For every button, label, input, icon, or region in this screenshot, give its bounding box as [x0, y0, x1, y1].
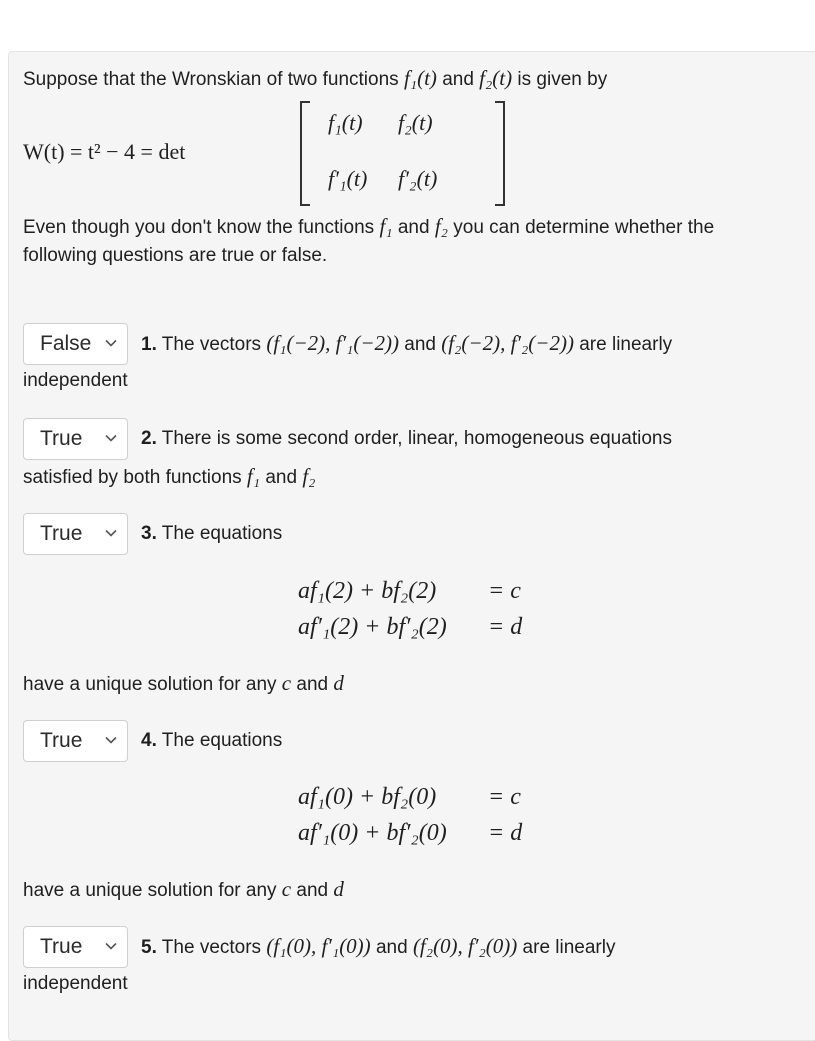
- question-text-after: have a unique solution for any: [23, 674, 277, 695]
- matrix-right-bracket: [495, 101, 505, 206]
- select-value: True: [40, 729, 83, 752]
- eq4-line2-lhs: af′₁(0) + bf′₂(0): [298, 820, 447, 846]
- question-5-cont: independent: [23, 973, 128, 994]
- matrix-m21: f′₁(t): [328, 166, 368, 191]
- question-text: The vectors: [161, 334, 262, 355]
- eq3-line2-rhs: = d: [488, 614, 523, 640]
- question-number: 1.: [141, 334, 157, 355]
- intro-text-2b: you can determine whether the: [453, 217, 715, 238]
- eq3-line1-rhs: = c: [488, 578, 521, 604]
- math-vector-1: (f₁(−2), f′₁(−2)): [266, 331, 400, 355]
- matrix-m12: f₂(t): [398, 110, 433, 135]
- question-and: and: [375, 937, 408, 958]
- select-value: True: [40, 427, 83, 450]
- math-f1: f₁: [379, 214, 393, 238]
- select-value: True: [40, 522, 83, 545]
- question-text-b: are linearly: [522, 937, 616, 958]
- question-4: [141, 726, 282, 756]
- math-c: c: [281, 671, 292, 695]
- math-f2: f₂: [434, 214, 448, 238]
- eq4-line1-rhs: = c: [488, 784, 521, 810]
- intro-line-2: [23, 211, 714, 243]
- question-2-cont: [23, 461, 315, 493]
- math-d: d: [333, 671, 344, 695]
- matrix-m11: f₁(t): [328, 110, 363, 135]
- answer-select-1[interactable]: [23, 323, 128, 365]
- intro-text-b: is given by: [517, 69, 608, 90]
- question-1-cont: independent: [23, 370, 128, 391]
- wronskian-lhs: W(t) = t² − 4 = det: [23, 139, 186, 164]
- intro-line-3: following questions are true or false.: [23, 245, 328, 266]
- question-text: There is some second order, linear, homogeneous equations: [161, 428, 672, 449]
- question-number: 4.: [141, 730, 157, 751]
- answer-select-3[interactable]: [23, 513, 128, 555]
- question-2: [141, 424, 672, 454]
- math-vector-2: (f₂(−2), f′₂(−2)): [441, 331, 574, 355]
- question-text: The equations: [161, 523, 283, 544]
- select-value: True: [40, 935, 83, 958]
- question-3-after: [23, 668, 344, 700]
- question-3: [141, 519, 282, 549]
- question-and: and: [296, 880, 329, 901]
- math-vector-1: (f₁(0), f′₁(0)): [266, 934, 371, 958]
- select-value: False: [40, 332, 92, 355]
- math-vector-2: (f₂(0), f′₂(0)): [412, 934, 518, 958]
- question-text: The vectors: [161, 937, 262, 958]
- intro-text-2: Even though you don't know the functions: [23, 217, 375, 238]
- intro-text: Suppose that the Wronskian of two functions: [23, 69, 399, 90]
- chevron-down-icon: [105, 527, 117, 539]
- math-d: d: [333, 877, 344, 901]
- question-text: The equations: [161, 730, 283, 751]
- question-5: [141, 931, 615, 963]
- question-4-after: [23, 874, 344, 906]
- question-number: 5.: [141, 937, 157, 958]
- question-and: and: [265, 467, 298, 488]
- question-text-cont: satisfied by both functions: [23, 467, 242, 488]
- matrix-left-bracket: [300, 101, 310, 206]
- math-f2: f₂: [302, 464, 316, 488]
- question-1: [141, 328, 672, 360]
- question-and: and: [404, 334, 436, 355]
- math-f2t: f₂(t): [479, 66, 513, 90]
- intro-line-1: [23, 63, 607, 95]
- matrix-m22: f′₂(t): [398, 166, 438, 191]
- math-c: c: [281, 877, 292, 901]
- chevron-down-icon: [105, 734, 117, 746]
- eq4-line2-rhs: = d: [488, 820, 523, 846]
- answer-select-4[interactable]: [23, 720, 128, 762]
- chevron-down-icon: [105, 337, 117, 349]
- eq3-line2-lhs: af′₁(2) + bf′₂(2): [298, 614, 447, 640]
- math-f1t: f₁(t): [403, 66, 437, 90]
- question-number: 2.: [141, 428, 157, 449]
- answer-select-5[interactable]: [23, 926, 128, 968]
- answer-select-2[interactable]: [23, 418, 128, 460]
- question-number: 3.: [141, 523, 157, 544]
- intro-and: and: [442, 69, 474, 90]
- question-text-after: have a unique solution for any: [23, 880, 277, 901]
- chevron-down-icon: [105, 940, 117, 952]
- chevron-down-icon: [105, 432, 117, 444]
- question-text-b: are linearly: [579, 334, 673, 355]
- intro-and-2: and: [397, 217, 430, 238]
- eq3-line1-lhs: af₁(2) + bf₂(2): [298, 578, 437, 604]
- eq4-line1-lhs: af₁(0) + bf₂(0): [298, 784, 437, 810]
- question-and: and: [296, 674, 329, 695]
- math-f1: f₁: [246, 464, 261, 488]
